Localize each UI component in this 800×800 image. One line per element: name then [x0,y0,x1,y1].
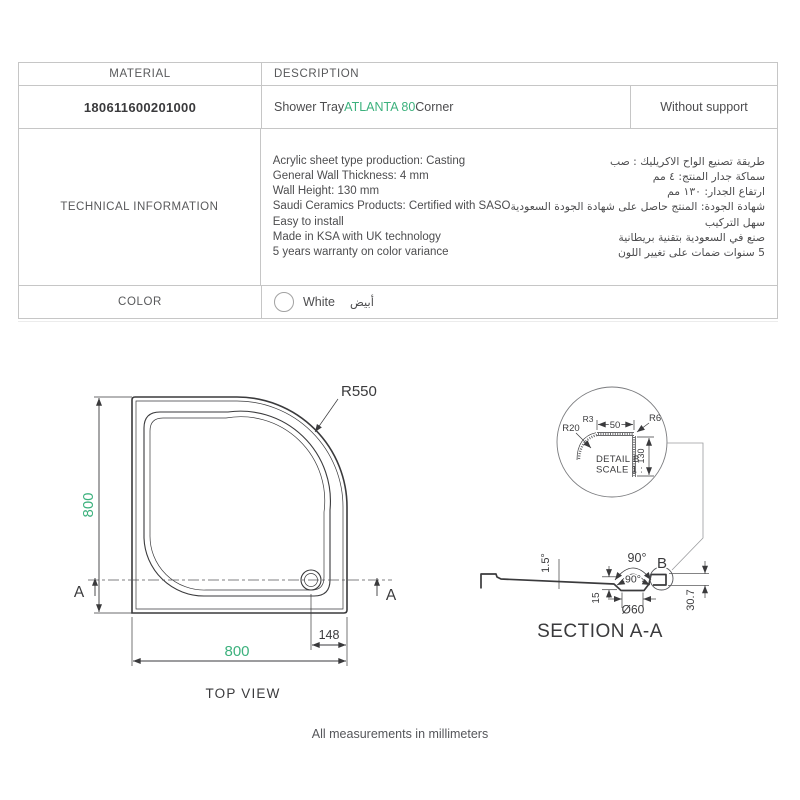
desc-suffix: Corner [415,100,454,114]
detail-rim-width-label: 50 [609,420,621,431]
section-drawing [481,551,709,642]
tech-line-en: General Wall Thickness: 4 mm [272,170,429,183]
dim-drain-offset-label: 148 [318,628,340,642]
tech-line-en: 5 years warranty on color variance [272,245,449,258]
angle-inner-label: 90° [625,573,641,586]
radius-label: R550 [341,383,377,400]
color-label: COLOR [19,286,262,318]
drain-diameter-label: Ø60 [621,602,645,617]
dim-height-label: 800 [80,492,97,518]
detail-circle [557,387,667,497]
tech-line-ar: شهادة الجودة: المنتج حاصل على شهادة الجودة السعودية [510,200,765,214]
basin-outline [144,411,330,596]
top-view-title: TOP VIEW [205,686,281,701]
section-title: SECTION A-A [537,621,663,642]
desc-prefix: Shower Tray [274,100,345,114]
color-name-en: White [303,295,335,309]
section-marker-a-right: A [385,587,397,604]
tech-line-en: Wall Height: 130 mm [272,185,380,198]
tech-line-en: Easy to install [272,215,344,228]
description-column-header: DESCRIPTION [274,68,360,80]
section-marker-a-left: A [73,584,85,601]
dim-width-label: 800 [224,643,250,660]
edge-height-label: 30.7 [685,589,697,611]
tray-rim-line [136,401,343,609]
rim-depth-label: 15 [591,592,602,604]
basin-inner-line [150,417,325,590]
color-name-ar: أبيض [349,295,374,309]
tech-line-ar: ارتفاع الجدار: ١٣٠ مم [667,185,765,199]
tech-line-ar: 5 سنوات ضمات على تغيير اللون [617,245,765,259]
detail-title: DETAIL B [596,454,640,465]
tech-line-ar: طريقة تصنيع الواح الاكريليك : صب [609,155,765,169]
tech-line-en: Saudi Ceramics Products: Certified with SASO [272,200,511,213]
material-code: 180611600201000 [19,86,262,128]
top-view-drawing [74,383,397,701]
tech-line-ar: سهل التركيب [704,215,765,229]
angle-top-label: 90° [627,551,647,565]
r6-label: R6 [649,413,662,424]
r6-leader [637,423,649,432]
detail-leader-line [667,443,703,570]
r20-label: R20 [562,423,580,434]
material-column-header: MATERIAL [19,63,262,85]
tech-line-ar: صنع في السعودية بتقنية بريطانية [618,230,765,244]
support-type: Without support [630,86,777,128]
detail-scale: SCALE 1 : [596,464,644,476]
tech-line-en: Made in KSA with UK technology [272,230,441,243]
tech-line-ar: سماكة جدار المنتج: ٤ مم [652,170,765,184]
radius-leader-line [315,399,338,432]
detail-marker-label: B [656,555,668,572]
detail-b-drawing [557,387,703,570]
measurements-note: All measurements in millimeters [311,727,489,741]
product-name-highlight: ATLANTA 80 [344,100,416,114]
slope-angle-label: 1.5° [540,553,552,573]
technical-info-label: TECHNICAL INFORMATION [19,129,261,285]
detail-wall-height-label: 130 [636,448,646,464]
r3-label: R3 [582,414,594,424]
tech-line-en: Acrylic sheet type production: Casting [272,155,466,168]
